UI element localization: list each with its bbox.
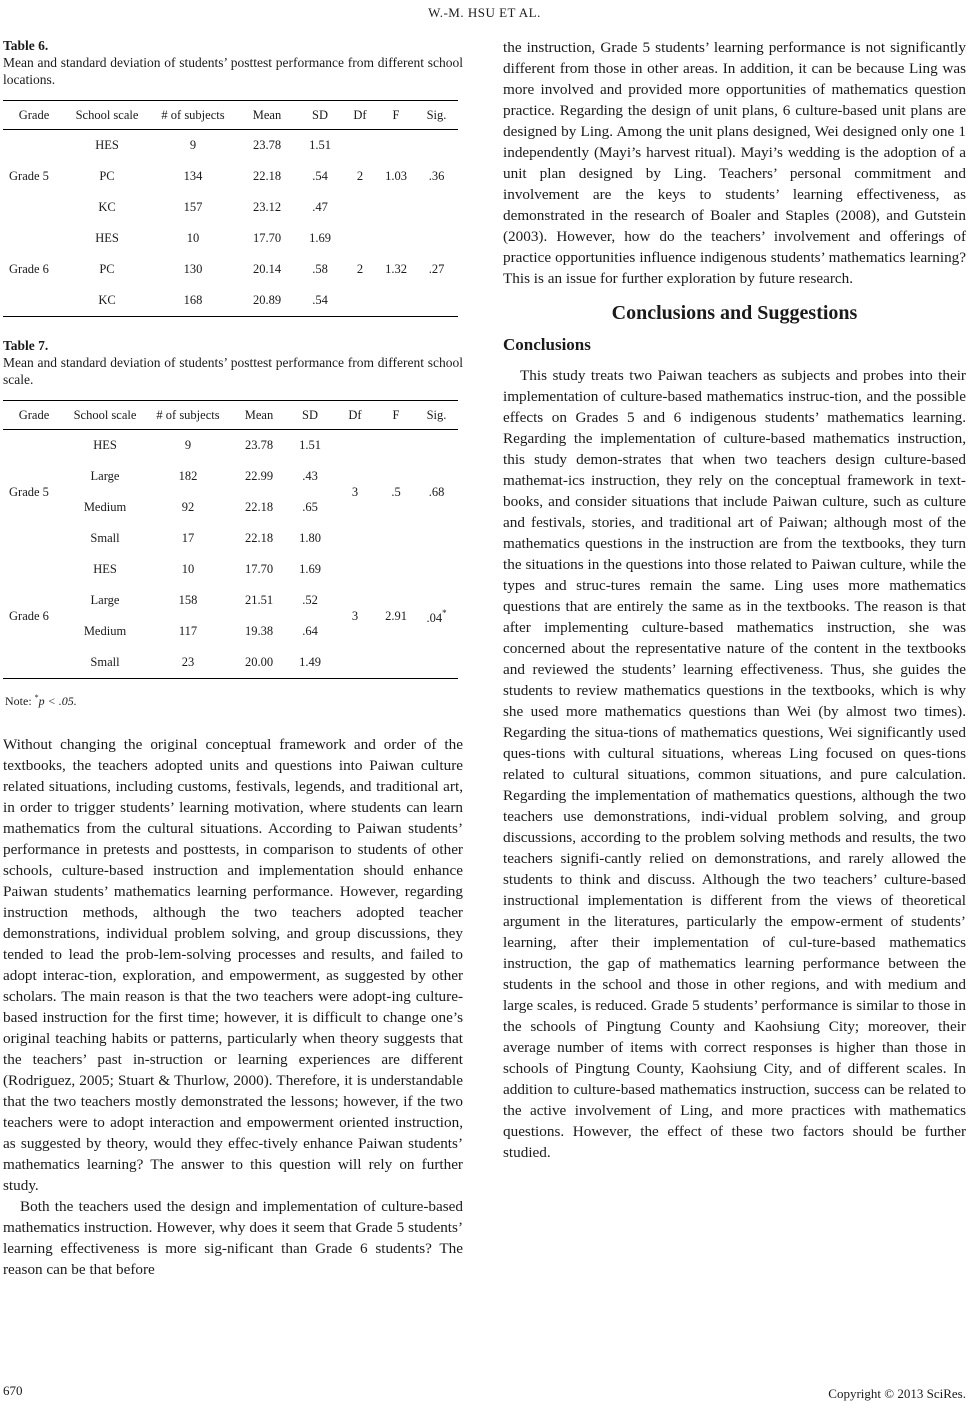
left-body-text [3,734,463,1280]
grade-cell: Grade 6 [3,223,65,317]
column-header: # of subjects [149,100,237,130]
table-cell: 23 [145,647,231,679]
f-cell: .5 [391,484,401,499]
column-header: SD [287,400,333,430]
table-cell: Small [65,647,145,679]
subsection-heading: Conclusions [503,335,591,354]
table-cell: HES [93,438,117,452]
table-cell: 22.18 [244,531,274,545]
column-header: Sig. [415,100,458,130]
significance-star: * [442,608,447,618]
df-cell: 3 [333,554,377,679]
table-cell: KC [98,200,116,214]
table-cell: 23.12 [252,200,282,214]
table-cell: 10 [181,562,195,576]
table-cell: 168 [149,285,237,317]
body-paragraph: Without changing the original conceptual framework and order of the textbooks, the teachers adopted units and questions into Paiwan culture related situations, including customs, festivals, legends, and traditional art, in order to trigger students’ learning motivation, where students can learn mathematics from the cultural situations. According to Paiwan students’ performance in pretests and posttests, in comparison to students of other schools, culture-based instruction and implementation should enhance Paiwan students’ mathematics learning performance. However, regarding instruction methods, although the two teachers adopted teacher demonstrations, individual problem solving, and group discussions, they tended to lead the prob-lem-solving processes and results, and failed to adopt interac-tion, exploration, and empowerment, as suggested by other scholars. The main reason is that the two teachers were adopt-ing culture-based instruction for the first time; however, it is difficult to change one’s original teaching habits or patterns, particularly when theory suggests that the teachers’ past in-struction or learning experiences are different (Rodriguez, 2005; Stuart & Thurlow, 2000). Therefore, it is understandable that the two teachers mostly demonstrated the lessons; however, if the two teachers were to adopt interaction and empowerment oriented instruction, as suggested by theory, would they effec-tively enhance Paiwan students’ mathematics learning? The answer to this question will rely on further study. [3,736,463,1194]
table-row [3,223,458,254]
df-cell: 2 [356,169,364,183]
table-cell: .58 [312,262,328,276]
table-cell: 23.78 [244,438,274,452]
table6-label: Table 6. [3,38,49,53]
table-cell: 182 [178,469,198,483]
table7 [3,400,458,679]
table-cell: 23.78 [252,138,282,152]
column-header: F [377,100,415,130]
table-cell: PC [99,169,115,183]
table-cell: HES [95,138,119,152]
body-paragraph: This study treats two Paiwan teachers as subjects and probes into their implementation of culture-based mathematics instruc-tion, and the possible effects on Grades 5 and 6 indigenous students’ mathematics learning. Regarding the implementation of culture-based mathematics instruction, this study demon-strates that when two teachers design culture-based mathemat-ics instruction, they rely on the conceptual framework in text-books, and consider situations that include Paiwan culture, such as culture and festivals, stories, and traditional art of Paiwan; although most of the mathematics questions in the instruction are from the textbooks, they turn the situations in the questions into those related to Paiwan culture, while the types and struc-tures remain the same. Ling uses more mathematics questions that are entirely the same as in the textbooks. The reason is that after implementing culture-based mathematics instruction, she was concerned about the representative nature of the content in the textbooks and reviewed the students’ learning effectiveness. Thus, she guides the students to review mathematics questions in the textbooks, which is why she used more mathematics questions than Wei (by almost two times). Regarding the situa-tions of mathematics questions, Wei significantly used ques-tions with cultural situations, whereas Ling focused on ques-tions related to cultural situations, common situations, and pure calculation. Regarding the implementation of mathematics questions, although the two teachers use demonstrations, indi-vidual problem solving, and group discussions, according to the problem solving methods and results, the two teachers signifi-cantly relied on demonstrations, and rarely allowed the students to think and discuss. Although the two teachers’ culture-based instructional implementation is different from the views of theoretical argument in the literatures, particularly the empow-erment of students’ learning, after their implementation of cul-ture-based mathematics instruction, the gap of mathematics learning performance between the students in the school and those in other regions, and with medium and large scales, is reduced. Grade 5 students’ performance is similar to those in the schools of Pingtung County and Kaohsiung City; moreover, their average number of items with correct responses is higher than those in schools of Pingtung County, Kaohsiung City, and of different scales. In addition to culture-based mathematics instruction, success can be related to the active involvement of Ling, and more practices with mathematics questions. However, the effect of these two factors should be further studied. [503,367,966,1161]
column-header: Df [333,400,377,430]
table7-note [5,687,463,712]
body-paragraph: Both the teachers used the design and implementation of culture-based mathematics instruction. However, why does it seem that Grade 5 students’ learning effectiveness is more sig-nificant than Grade 6 students? The reason can be that before [3,1198,463,1278]
table-cell: 134 [183,169,203,183]
note-star: * [34,693,39,702]
table-row [3,430,458,461]
column-header: # of subjects [145,400,231,430]
table-cell: 10 [186,231,200,245]
note-prefix: Note: [5,694,35,708]
table-cell: 1.51 [299,438,321,452]
table-cell: 92 [181,500,195,514]
grade-cell: Grade 5 [9,484,49,499]
table-cell: 157 [183,200,203,214]
column-header: SD [297,100,343,130]
running-header: W.-M. HSU ET AL. [428,5,541,20]
table-cell: 22.18 [252,169,282,183]
sig-value: .04 [426,611,443,625]
column-header: Mean [231,400,287,430]
table-cell: 158 [178,593,198,607]
right-column [503,37,966,1163]
table-cell: Small [90,531,120,545]
table-cell: 17 [181,531,195,545]
table-cell: 130 [183,262,203,276]
table-cell: .52 [302,593,318,607]
table-cell: 17.70 [252,231,282,245]
table6-header-row [3,100,458,130]
table-cell: 20.89 [237,285,297,317]
table-cell: Medium [83,624,127,638]
f-cell: 2.91 [377,554,415,679]
table-cell: 9 [184,438,192,452]
left-column [3,37,463,1280]
column-header: Grade [3,100,65,130]
df-cell: 2 [343,223,377,317]
section-heading: Conclusions and Suggestions [611,302,858,324]
table-cell: Large [90,593,120,607]
page-number: 670 [3,1383,23,1398]
grade-cell: Grade 5 [9,169,49,183]
table-cell: 1.69 [309,231,331,245]
table-cell: HES [95,231,119,245]
table-cell: 117 [178,624,198,638]
column-header: School scale [65,400,145,430]
table-cell: 19.38 [244,624,274,638]
sig-cell: .68 [428,484,445,499]
table-cell: PC [99,262,115,276]
sig-cell: .27 [415,223,458,317]
table-cell: .65 [302,500,318,514]
table-cell: 20.14 [252,262,282,276]
table-cell: 1.51 [309,138,331,152]
table7-label: Table 7. [3,338,49,353]
table-cell: .54 [312,169,328,183]
body-paragraph: the instruction, Grade 5 students’ learning performance is not significantly different from those in other areas. In addition, it can be because Ling was more involved and provided more opportunities of mathematics question practice. Regarding the design of unit plans, 6 culture-based unit plans are designed by Ling. Among the unit plans designed, Wei designed only one 1 independently (Mayi’s harvest ritual). Mayi’s wedding is the adoption of a unit plan designed by Ling. Teachers’ personal commitment and involvement are the keys to students’ learning effectiveness, as demonstrated in the research of Boaler and Staples (2008), and Gutstein (2003). However, how do the teachers’ involvement and offerings of practice opportunities influence indigenous students’ mathematics learning? This is an issue for further exploration by future research. [503,39,966,287]
column-header: Df [343,100,377,130]
table-cell: KC [65,285,149,317]
table-cell: 9 [189,138,197,152]
copyright-notice: Copyright © 2013 SciRes. [828,1386,966,1401]
f-cell: 1.03 [385,169,407,183]
table7-header-row [3,400,458,430]
table-cell: 22.18 [244,500,274,514]
sig-cell [415,554,458,679]
f-cell: 1.32 [377,223,415,317]
table-cell: 21.51 [244,593,274,607]
table-row [3,130,458,161]
table-row [3,554,458,585]
table-cell: Large [90,469,120,483]
table-cell: .47 [312,200,328,214]
table-cell: 1.69 [299,562,321,576]
table-cell: 17.70 [244,562,274,576]
note-text: p < .05. [38,694,77,708]
table-cell: 1.49 [287,647,333,679]
table7-caption: Mean and standard deviation of students’ posttest performance from different school scale. [3,355,463,387]
column-header: Sig. [415,400,458,430]
df-cell: 3 [351,484,359,499]
table-cell: .43 [302,469,318,483]
table-cell: 20.00 [231,647,287,679]
grade-cell: Grade 6 [3,554,65,679]
table6 [3,100,458,317]
sig-cell: .36 [428,169,445,183]
column-header: Mean [237,100,297,130]
table-cell: HES [93,562,117,576]
table-cell: .54 [297,285,343,317]
column-header: School scale [65,100,149,130]
table-cell: 1.80 [299,531,321,545]
table-cell: Medium [83,500,127,514]
column-header: F [377,400,415,430]
column-header: Grade [3,400,65,430]
table-cell: .64 [302,624,318,638]
table-cell: 22.99 [244,469,274,483]
table6-caption: Mean and standard deviation of students’ posttest performance from different school locations. [3,55,463,87]
